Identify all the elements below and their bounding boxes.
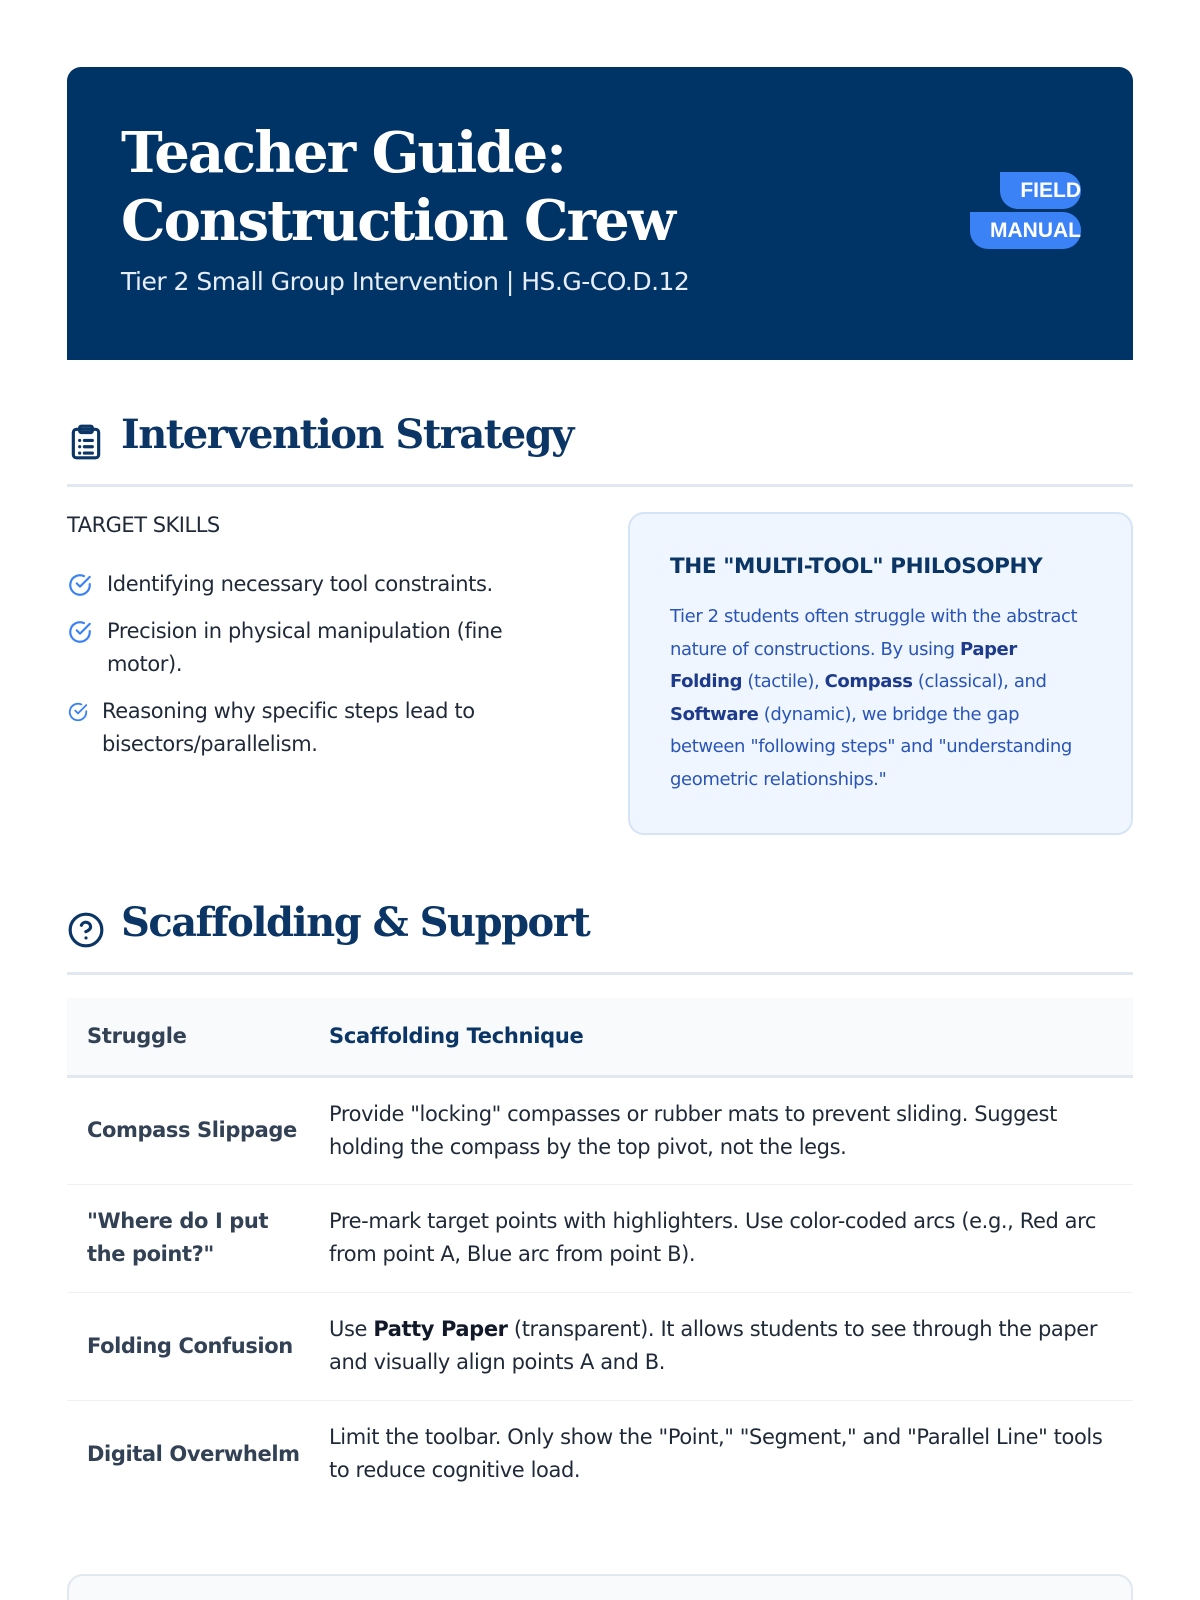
badge-label: FIELD MANUAL	[970, 172, 1081, 249]
scaffolding-table	[67, 998, 1133, 1508]
help-circle-icon	[67, 911, 105, 949]
technique-cell: Provide "locking" compasses or rubber mats to prevent sliding. Suggest holding the compass by the top pivot, not the legs.	[329, 1076, 1133, 1184]
scaffolding-support-heading	[67, 893, 1133, 975]
intervention-strategy-heading	[67, 405, 1133, 487]
check-circle-icon	[67, 701, 89, 723]
clipboard-list-icon	[67, 423, 105, 461]
table-row	[67, 1184, 1133, 1292]
callout-text-part: (dynamic), we bridge the gap between "following steps" and "understanding geometric relationships."	[670, 703, 1072, 790]
callout-text-part: Tier 2 students often struggle with the abstract nature of constructions. By using	[670, 606, 1078, 660]
callout-title: THE "MULTI-TOOL" PHILOSOPHY	[670, 554, 1043, 579]
table-row	[67, 1292, 1133, 1400]
list-item	[67, 695, 567, 761]
guide-header	[67, 67, 1133, 360]
struggle-cell: "Where do I put the point?"	[67, 1184, 329, 1292]
callout-emphasis: Software	[670, 703, 759, 725]
list-item	[67, 568, 567, 601]
table-header-row	[67, 998, 1133, 1076]
column-header: Scaffolding Technique	[329, 998, 1133, 1076]
list-item	[67, 615, 567, 681]
technique-cell: Limit the toolbar. Only show the "Point," "Segment," and "Parallel Line" tools to reduce cognitive load.	[329, 1425, 1103, 1483]
struggle-cell: Digital Overwhelm	[87, 1441, 300, 1466]
target-skills-label: TARGET SKILLS	[67, 513, 220, 537]
struggle-cell: Folding Confusion	[67, 1292, 329, 1400]
page-subtitle: Tier 2 Small Group Intervention | HS.G-CO.D.12	[121, 267, 690, 296]
struggle-cell: Compass Slippage	[67, 1076, 329, 1184]
multi-tool-philosophy-callout	[628, 512, 1133, 835]
callout-emphasis: Compass	[824, 671, 913, 692]
technique-cell	[329, 1292, 1133, 1400]
callout-emphasis: Paper Folding	[670, 638, 1017, 692]
skill-text: Identifying necessary tool constraints.	[107, 572, 493, 596]
callout-text	[670, 601, 1093, 796]
technique-emphasis: Patty Paper	[373, 1317, 508, 1341]
skill-text: Precision in physical manipulation (fine motor).	[107, 619, 503, 676]
field-manual-badge	[951, 171, 1081, 251]
check-circle-icon	[67, 572, 93, 598]
target-skills-list	[67, 568, 567, 775]
callout-text-part: (classical), and	[912, 671, 1047, 692]
table-row	[67, 1076, 1133, 1184]
column-header: Struggle	[67, 998, 329, 1076]
technique-cell: Pre-mark target points with highlighters. Use color-coded arcs (e.g., Red arc from point A, Blue arc from point B).	[329, 1184, 1133, 1292]
technique-text: (transparent). It allows students to see through the paper and visually align points A and B.	[329, 1317, 1098, 1374]
next-section-card	[67, 1574, 1133, 1600]
callout-text-part: (tactile),	[742, 671, 825, 692]
table-row	[67, 1400, 1133, 1508]
check-circle-icon	[67, 619, 93, 645]
section-title: Scaffolding & Support	[121, 899, 590, 946]
section-title: Intervention Strategy	[121, 411, 573, 458]
page-title: Teacher Guide: Construction Crew	[121, 120, 674, 254]
technique-text: Use	[329, 1317, 374, 1341]
skill-text: Reasoning why specific steps lead to bisectors/parallelism.	[102, 699, 475, 756]
